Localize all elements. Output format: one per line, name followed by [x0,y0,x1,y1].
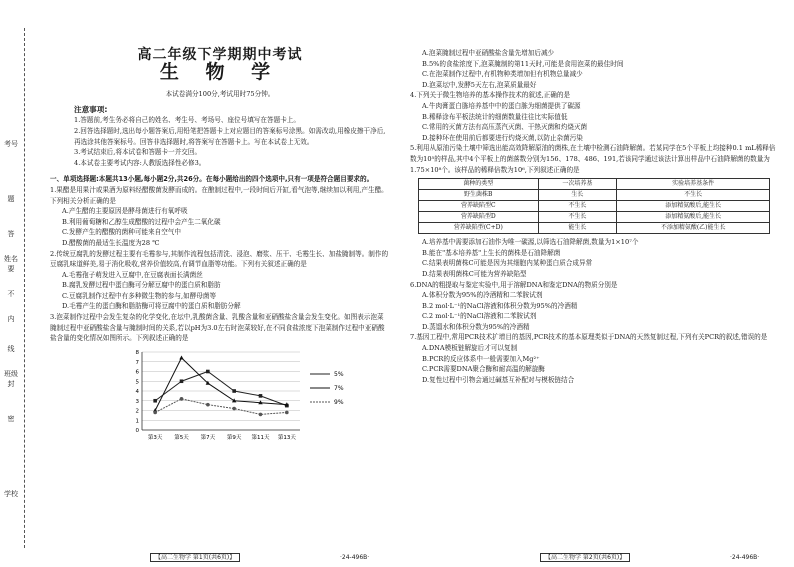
question-stem: 2.传统豆腐乳的发酵过程主要有毛霉参与,其制作流程包括清洗、浸泡、磨浆、压干、毛霉生长、加盐腌制等。制作的豆腐乳味道鲜美,易于消化吸收,营养价值较高,有调节血脂等功能。下列有关叙述正确的是 [50,249,389,269]
table-cell: 营养缺陷型C [419,201,539,212]
y-tick-label: 2 [135,408,139,415]
section-heading: 一、单项选择题:本题共13小题,每小题2分,共26分。在每小题给出的四个选项中,只有一项是符合题目要求的。 [50,175,374,184]
question-6 [410,280,782,333]
footer-page-label: 【高二生物学 第2页(共6页)】 [540,553,630,562]
y-tick-label: 7 [135,359,139,366]
subject-title: 生 物 学 [159,60,281,83]
binding-char-8: 密 [7,415,15,423]
binding-char-6: 线 [7,345,15,353]
y-tick-label: 0 [135,427,139,434]
option-a: A.泡菜腌制过程中亚硝酸盐含量先增加后减少 [422,49,555,57]
binding-char-1: 题 [7,195,15,203]
data-point [259,412,263,416]
notice-heading: 注意事项: [74,104,108,114]
x-tick-label: 第13天 [277,434,296,441]
question-3-options [410,48,782,90]
legend-label: 5% [334,370,344,378]
option-c: C.2 mol·L⁻¹的NaCl溶液和二苯胺试剂 [422,312,537,321]
x-tick-label: 第11天 [251,434,270,441]
table-cell: 营养缺陷型(C+D) [419,223,539,234]
y-tick-label: 1 [135,418,139,425]
y-tick-label: 3 [135,398,139,405]
notice-item: 4.本试卷主要考试内容:人教版选择性必修3。 [74,158,206,167]
question-4 [410,90,782,143]
right-column [410,48,782,385]
table-cell: 不生长 [538,201,617,212]
option-a: A.DNA模板链解旋后才可以复制 [422,344,518,353]
option-b: B.5%的食盐浓度下,泡菜腌制的第11天时,可能是食用泡菜的最佳时间 [422,59,624,68]
y-tick-label: 6 [135,369,139,376]
option-b: B.稀释涂布平板法统计的细菌数量往往比实际值低 [422,112,568,121]
option-d: D.结果表明菌株C可能为营养缺陷型 [422,269,527,278]
option-b: B.能在"基本培养基"上生长的菌株是石油降解菌 [422,248,561,257]
table-cell: 能生长 [538,223,617,234]
table-cell: 不添加精氨酸(乙)能生长 [617,223,770,234]
option-c: C.结果表明菌株C可能是因为其细胞内某种蛋白质合成异常 [422,259,593,268]
option-a: A.牛肉膏蛋白胨培养基中中的蛋白胨为细菌提供了碳源 [422,101,581,110]
data-point [153,410,157,414]
binding-label-exam-no: 考号 [4,140,18,148]
data-point [179,355,183,359]
option-b: B.腐乳发酵过程中蛋白酶可分解豆腐中的蛋白质和脂肪 [62,281,221,290]
footer-left-code: ·24-496B· [340,554,370,561]
binding-char-5: 内 [7,315,15,323]
binding-char-7: 封 [7,380,15,388]
series-line [155,399,287,415]
option-d: D.复性过程中引物会通过碱基互补配对与模板链结合 [422,375,575,384]
table-cell: 添加精氨酸后,能生长 [617,201,770,212]
data-point [259,394,263,398]
question-3 [50,312,390,344]
chart-svg [120,346,360,446]
question-stem: 5.利用从原油污染土壤中筛选出能高效降解原油的菌株,在土壤中检测石油降解菌。若某同学在5个平板上均接种0.1 mL稀释倍数为10⁵的样品,其中4个平板上的菌落数分别为156、178、486、191,若该同学通过该法计算出样品中石油降解菌的数量为1.75×10⁸个。该样品的稀释倍数为10⁶,下列叙述正确的是 [410,144,776,174]
nitrite-chart [120,346,360,446]
table-cell: 不生长 [538,212,617,223]
question-stem: 4.下列关于微生物培养的基本操作技术的叙述,正确的是 [410,91,571,100]
option-b: B.PCR的反应体系中一般需要加入Mg²⁺ [422,354,540,363]
legend-label: 7% [334,384,344,392]
x-tick-label: 第7天 [200,434,216,441]
x-tick-label: 第5天 [174,434,189,441]
legend-label: 9% [334,398,344,406]
notice-item: 1.答题前,考生务必将自己的姓名、考生号、考场号、座位号填写在答题卡上。 [74,116,300,125]
binding-label-school: 学校 [4,490,18,498]
table-cell: 不生长 [617,190,770,201]
table-row [419,212,770,223]
x-tick-label: 第3天 [147,434,163,441]
question-stem: 6.DNA的粗提取与鉴定实验中,用于溶解DNA和鉴定DNA的物质分别是 [410,280,618,289]
data-point [180,397,184,401]
question-stem: 7.基因工程中,常用PCR技术扩增目的基因,PCR技术的基本原理类似于DNA的天然复制过程,下列有关PCR的叙述,错误的是 [410,333,768,342]
binding-char-3: 要 [7,265,15,273]
question-7 [410,332,782,385]
data-point [153,399,157,403]
exam-title: 高二年级下学期期中考试 [137,47,303,63]
binding-label-class: 班级 [4,370,18,378]
question-5 [410,143,782,175]
footer-right-code: ·24-496B· [730,554,760,561]
option-c: C.豆腐乳制作过程中有多种微生物的参与,如酵母菌等 [62,291,217,300]
option-a: A.产生醋的主要原因是酵母菌进行有氧呼吸 [62,207,188,216]
table-header-cell: 一次培养基 [538,179,617,190]
option-c: C.常用的灭菌方法有高压蒸汽灭菌、干热灭菌和灼烧灭菌 [422,123,588,132]
y-tick-label: 4 [135,388,139,395]
y-tick-label: 8 [135,349,139,356]
question-stem: 3.泡菜制作过程中会发生复杂的化学变化,在坛中,乳酸菌含量、乳酸含量和亚硝酸盐含量会发生变化。如图表示泡菜腌制过程中亚硝酸盐含量与腌制时间的关系,若以pH为3.0左右时泡菜较好,在不同食盐浓度下泡菜制作过程中亚硝酸盐含量的变化情况如图所示。下列叙述正确的是 [50,313,385,343]
question-5-options [410,237,782,279]
table-row [419,201,770,212]
option-d: D.接种环在使用前后都要进行灼烧灭菌,以防止杂菌污染 [422,133,583,142]
footer-left-label [150,552,240,561]
option-d: D.毛霉产生的蛋白酶和脂肪酶可将豆腐中的蛋白质和脂肪分解 [62,302,241,311]
data-point [180,379,184,383]
data-point [206,370,210,374]
option-a: A.体积分数为95%的冷酒精和二苯胺试剂 [422,291,543,300]
table-cell: 营养缺陷型D [419,212,539,223]
option-d: D.醋酸菌的最适生长温度为28 ℃ [62,238,160,247]
notice-item: 3.考试结束后,将本试卷和答题卡一并交回。 [74,148,202,157]
question-stem: 1.果醋是用果汁或果酒为原料经醋酸菌发酵而成的。在酿制过程中,一段时间后开缸,看气泡等,继续加以利用,产生醋。下列相关分析正确的是 [50,185,388,205]
binding-strip [0,0,34,567]
data-point [232,407,236,411]
notice-item: 2.回答选择题时,选出每小题答案后,用铅笔把答题卡上对应题目的答案标号涂黑。如需改动,用橡皮擦干净后,再选涂其他答案标号。回答非选择题时,将答案写在答题卡上。写在本试卷上无效。 [74,126,386,146]
question-2 [50,249,390,313]
score-line: 本试卷满分100分,考试用时75分钟。 [165,90,275,99]
footer-right-label [540,552,630,561]
binding-char-2: 答 [7,230,15,238]
option-a: A.培养基中需要添加石油作为唯一碳源,以筛选石油降解菌,数量为1×10⁷个 [422,238,639,247]
table-header-row [419,179,770,190]
option-c: C.PCR需要DNA聚合酶和耐高温的解旋酶 [422,365,545,374]
table-cell: 生长 [538,190,617,201]
left-column [50,0,390,446]
seal-line [24,28,25,548]
option-c: C.发酵产生的醋酸的菌种可能来自空气中 [62,228,181,237]
option-c: C.在泡菜制作过程中,有机物种类增加但有机物总量减少 [422,70,583,79]
option-b: B.2 mol·L⁻¹的NaCl溶液和体积分数为95%的冷酒精 [422,301,578,310]
data-point [232,389,236,393]
x-tick-label: 第9天 [226,434,242,441]
option-a: A.毛霉孢子萌发进入豆腐中,在豆腐表面长满菌丝 [62,270,203,279]
table-cell: 添加精氨酸后,能生长 [617,212,770,223]
question-1 [50,185,390,249]
option-d: D.泡菜坛中,发酵5天左右,泡菜质量最好 [422,80,537,89]
table-row [419,223,770,234]
strain-table [418,178,770,234]
data-point [206,403,210,407]
binding-char-4: 不 [7,290,15,298]
table-cell: 野生菌株B [419,190,539,201]
data-point [285,410,289,414]
table-header-cell: 菌种的类型 [419,179,539,190]
table-header-cell: 实验培养基条件 [617,179,770,190]
option-d: D.蒸馏水和体积分数为95%的冷酒精 [422,322,530,331]
data-point [232,398,236,402]
table-row [419,190,770,201]
option-b: B.利用葡萄糖和乙醇生成醋酸的过程中会产生二氧化碳 [62,217,221,226]
footer-page-label: 【高二生物学 第1页(共6页)】 [150,553,240,562]
binding-label-name: 姓名 [4,255,18,263]
y-tick-label: 5 [135,379,139,386]
notice-block [50,105,390,169]
